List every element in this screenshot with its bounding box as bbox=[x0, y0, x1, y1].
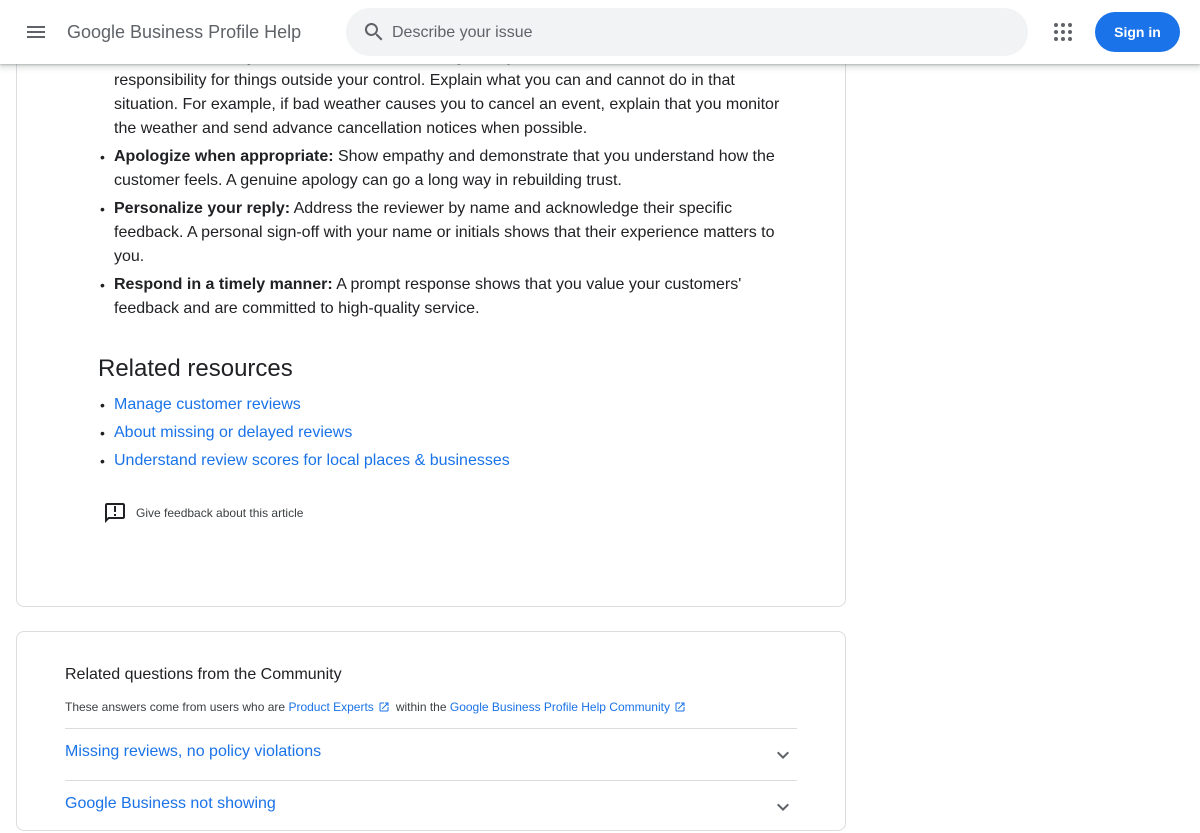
question-row[interactable] bbox=[65, 728, 797, 781]
question-label: Google Business not showing bbox=[65, 795, 276, 812]
external-link-icon bbox=[378, 701, 390, 713]
link-missing-delayed-reviews[interactable]: About missing or delayed reviews bbox=[114, 424, 353, 441]
tip-heading: Respond in a timely manner: bbox=[114, 276, 333, 293]
chevron-down-icon bbox=[771, 795, 795, 819]
related-resources-list bbox=[98, 393, 798, 477]
app-title[interactable]: Google Business Profile Help bbox=[67, 22, 302, 42]
external-link-icon bbox=[674, 701, 686, 713]
product-experts-link[interactable] bbox=[288, 700, 395, 714]
related-resources-heading: Related resources bbox=[98, 355, 293, 382]
list-item bbox=[98, 449, 798, 473]
tip-text: responsibility for things outside your control. Explain what you can and cannot do in that situation. For example, if bad weather causes you to cancel an event, explain that you monitor the weather and send advance cancellation notices when possible. bbox=[114, 72, 780, 137]
give-feedback-button[interactable] bbox=[103, 501, 303, 525]
tips-list bbox=[98, 45, 798, 325]
tip-heading: Personalize your reply: bbox=[114, 200, 291, 217]
product-experts-label: Product Experts bbox=[288, 700, 374, 714]
google-apps-button[interactable] bbox=[1039, 8, 1087, 56]
community-card bbox=[16, 631, 846, 831]
link-manage-customer-reviews[interactable]: Manage customer reviews bbox=[114, 396, 301, 413]
top-app-bar bbox=[0, 0, 1200, 64]
tip-text: A prompt response shows that you value your customers' feedback and are committed to high-quality service. bbox=[114, 276, 742, 317]
article-card bbox=[16, 0, 846, 607]
tip-text: Address the reviewer by name and acknowledge their specific feedback. A personal sign-off with your name or initials shows that their experience matters to you. bbox=[114, 200, 775, 265]
tip-heading: Apologize when appropriate: bbox=[114, 148, 334, 165]
tip-text: Show empathy and demonstrate that you understand how the customer feels. A genuine apology can go a long way in rebuilding trust. bbox=[114, 148, 775, 189]
search-input[interactable] bbox=[390, 8, 1014, 58]
chevron-down-icon bbox=[771, 743, 795, 767]
main-menu-button[interactable] bbox=[12, 8, 60, 56]
community-sub-middle: within the bbox=[395, 700, 447, 714]
question-label: Missing reviews, no policy violations bbox=[65, 743, 322, 760]
menu-icon bbox=[24, 20, 48, 44]
feedback-label: Give feedback about this article bbox=[136, 506, 304, 520]
sign-in-button[interactable]: Sign in bbox=[1095, 12, 1180, 52]
list-item bbox=[98, 421, 798, 445]
list-item bbox=[98, 197, 798, 269]
community-sub-prefix: These answers come from users who are bbox=[65, 700, 286, 714]
feedback-icon bbox=[103, 501, 127, 525]
community-title: Related questions from the Community bbox=[65, 666, 342, 683]
question-row[interactable] bbox=[65, 780, 797, 833]
list-item bbox=[98, 145, 798, 193]
list-item bbox=[98, 393, 798, 417]
list-item bbox=[98, 273, 798, 321]
apps-grid-icon bbox=[1051, 20, 1075, 44]
search-box bbox=[346, 8, 1028, 56]
community-subtitle bbox=[65, 700, 692, 714]
search-icon bbox=[362, 20, 386, 44]
link-understand-review-scores[interactable]: Understand review scores for local places & businesses bbox=[114, 452, 510, 469]
community-link[interactable] bbox=[450, 700, 692, 714]
community-link-label: Google Business Profile Help Community bbox=[449, 700, 670, 714]
